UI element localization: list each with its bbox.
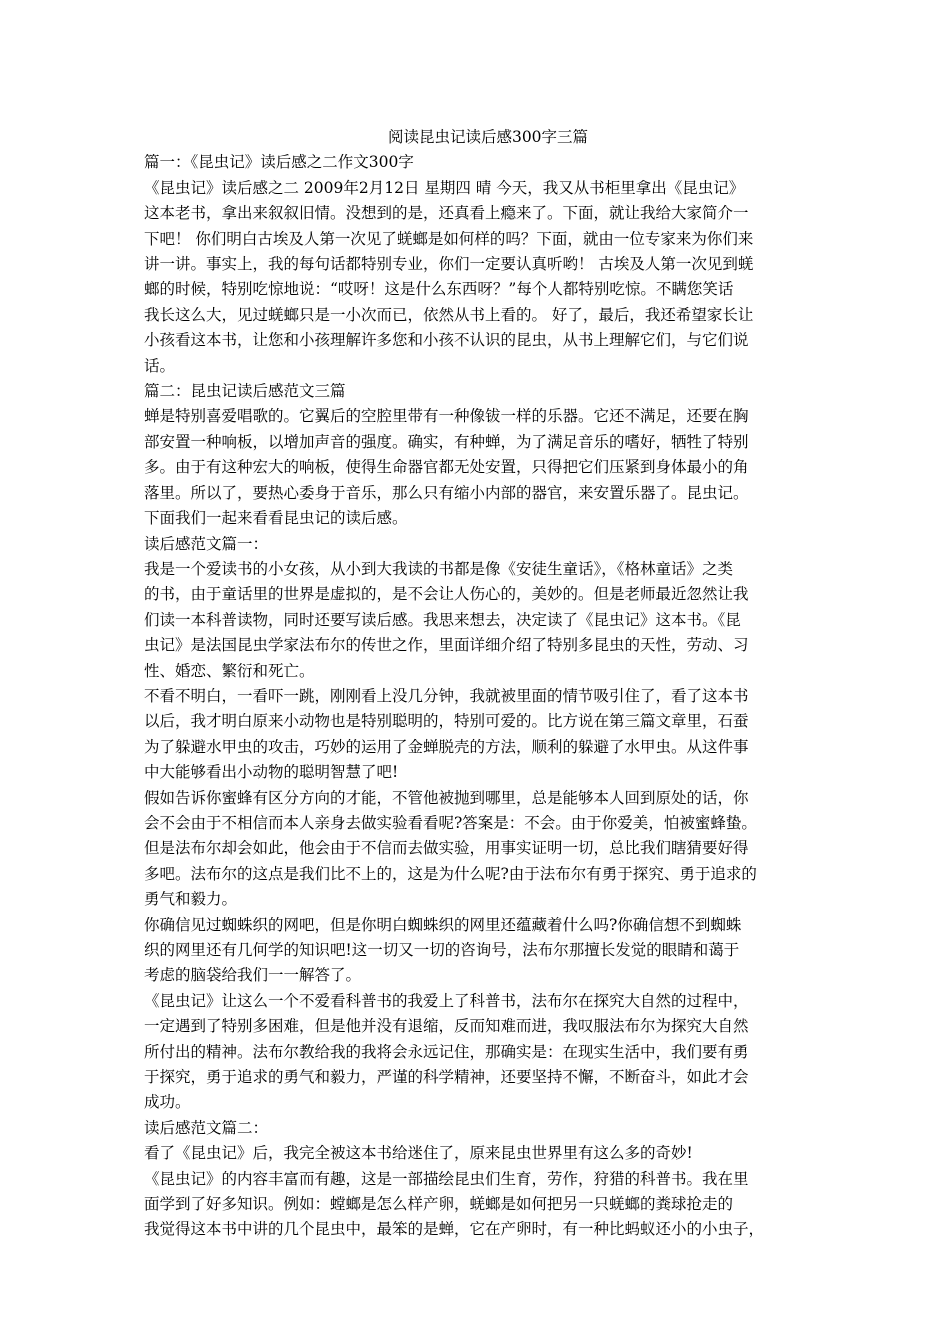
text-line: 于探究，勇于追求的勇气和毅力，严谨的科学精神，还要坚持不懈，不断奋斗，如此才会 [144, 1068, 749, 1087]
text-line: 讲一讲。事实上，我的每句话都特别专业，你们一定要认真听哟！ 古埃及人第一次见到蜣 [144, 255, 754, 274]
text-line: 篇一：《昆虫记》读后感之二作文300字 [144, 153, 414, 172]
text-line: 考虑的脑袋给我们一一解答了。 [144, 966, 362, 985]
text-line: 但是法布尔却会如此，他会由于不信而去做实验，用事实证明一切，总比我们瞎猜要好得 [144, 839, 749, 858]
text-line: 假如告诉你蜜蜂有区分方向的才能，不管他被抛到哪里，总是能够本人回到原处的话，你 [144, 788, 749, 807]
text-line: 会不会由于不相信而本人亲身去做实验看看呢?答案是：不会。由于你爱美，怕被蜜蜂蛰。 [144, 813, 757, 832]
text-line: 读后感范文篇一： [144, 534, 269, 553]
text-line: 中大能够看出小动物的聪明智慧了吧! [144, 763, 399, 782]
document-title: 阅读昆虫记读后感300字三篇 [387, 128, 589, 146]
text-line: 所付出的精神。法布尔教给我的我将会永远记住，那确实是：在现实生活中，我们要有勇 [144, 1042, 749, 1061]
text-line: 以后，我才明白原来小动物也是特别聪明的，特别可爱的。比方说在第三篇文章里，石蚕 [144, 712, 749, 731]
document-body [144, 125, 812, 1243]
text-line: 部安置一种响板，以增加声音的强度。确实，有种蝉，为了满足音乐的嗜好，牺牲了特别 [144, 432, 749, 451]
text-line: 话。 [144, 356, 176, 375]
text-line: 一定遇到了特别多困难，但是他并没有退缩，反而知难而进，我叹服法布尔为探究大自然 [144, 1017, 749, 1036]
text-line: 虫记》是法国昆虫学家法布尔的传世之作，里面详细介绍了特别多昆虫的天性，劳动、习 [144, 636, 749, 655]
text-line: 下吧！ 你们明白古埃及人第一次见了蜣螂是如何样的吗？下面，就由一位专家来为你们来 [144, 229, 754, 248]
text-line: 螂的时候，特别吃惊地说：“哎呀！这是什么东西呀？”每个人都特别吃惊。不瞒您笑话 [144, 280, 734, 299]
text-line: 织的网里还有几何学的知识吧!这一切又一切的咨询号，法布尔那擅长发觉的眼睛和蔼于 [144, 941, 740, 959]
document-text [144, 150, 812, 1242]
text-line: 《昆虫记》读后感之二 2009年2月12日 星期四 晴 今天，我又从书柜里拿出《昆虫记》 [144, 178, 745, 197]
text-line: 为了躲避水甲虫的攻击，巧妙的运用了金蝉脱壳的方法，顺利的躲避了水甲虫。从这件事 [144, 737, 749, 756]
text-line: 多吧。法布尔的这点是我们比不上的，这是为什么呢?由于法布尔有勇于探究、勇于追求的 [144, 864, 757, 883]
text-line: 读后感范文篇二： [144, 1118, 269, 1137]
text-line: 落里。所以了，要热心委身于音乐，那么只有缩小内部的器官，来安置乐器了。昆虫记。 [144, 483, 749, 502]
text-line: 《昆虫记》的内容丰富而有趣，这是一部描绘昆虫们生育，劳作，狩猎的科普书。我在里 [144, 1169, 749, 1188]
text-line: 我是一个爱读书的小女孩，从小到大我读的书都是像《安徒生童话》，《格林童话》之类 [144, 559, 734, 578]
text-line: 下面我们一起来看看昆虫记的读后感。 [144, 509, 408, 528]
text-line: 勇气和毅力。 [144, 890, 238, 909]
text-line: 不看不明白，一看吓一跳，刚刚看上没几分钟，我就被里面的情节吸引住了，看了这本书 [144, 686, 749, 705]
text-line: 的书，由于童话里的世界是虚拟的，是不会让人伤心的，美妙的。但是老师最近忽然让我 [144, 585, 749, 604]
text-line: 篇二：昆虫记读后感范文三篇 [144, 382, 346, 401]
text-line: 面学到了好多知识。例如：螳螂是怎么样产卵，蜣螂是如何把另一只蜣螂的粪球抢走的 [144, 1195, 734, 1214]
text-line: 这本老书，拿出来叙叙旧情。没想到的是，还真看上瘾来了。下面，就让我给大家简介一 [144, 204, 749, 223]
text-line: 你确信见过蜘蛛织的网吧，但是你明白蜘蛛织的网里还蕴藏着什么吗?你确信想不到蜘蛛 [144, 915, 742, 934]
text-line: 看了《昆虫记》后，我完全被这本书给迷住了，原来昆虫世界里有这么多的奇妙! [144, 1144, 693, 1163]
text-line: 成功。 [144, 1093, 191, 1112]
text-line: 蝉是特别喜爱唱歌的。它翼后的空腔里带有一种像钹一样的乐器。它还不满足，还要在胸 [144, 407, 749, 426]
text-line: 我觉得这本书中讲的几个昆虫中，最笨的是蝉，它在产卵时，有一种比蚂蚁还小的小虫子， [144, 1220, 765, 1239]
text-line: 《昆虫记》让这么一个不爱看科普书的我爱上了科普书，法布尔在探究大自然的过程中， [144, 991, 749, 1010]
text-line: 多。由于有这种宏大的响板，使得生命器官都无处安置，只得把它们压紧到身体最小的角 [144, 458, 749, 477]
text-line: 我长这么大，见过蜣螂只是一小次而已，依然从书上看的。 好了，最后，我还希望家长让 [144, 305, 754, 324]
text-line: 们读一本科普读物，同时还要写读后感。我思来想去，决定读了《昆虫记》这本书。《昆 [144, 610, 741, 629]
text-line: 性、婚恋、繁衍和死亡。 [144, 661, 315, 680]
text-line: 小孩看这本书，让您和小孩理解许多您和小孩不认识的昆虫，从书上理解它们，与它们说 [144, 331, 749, 350]
